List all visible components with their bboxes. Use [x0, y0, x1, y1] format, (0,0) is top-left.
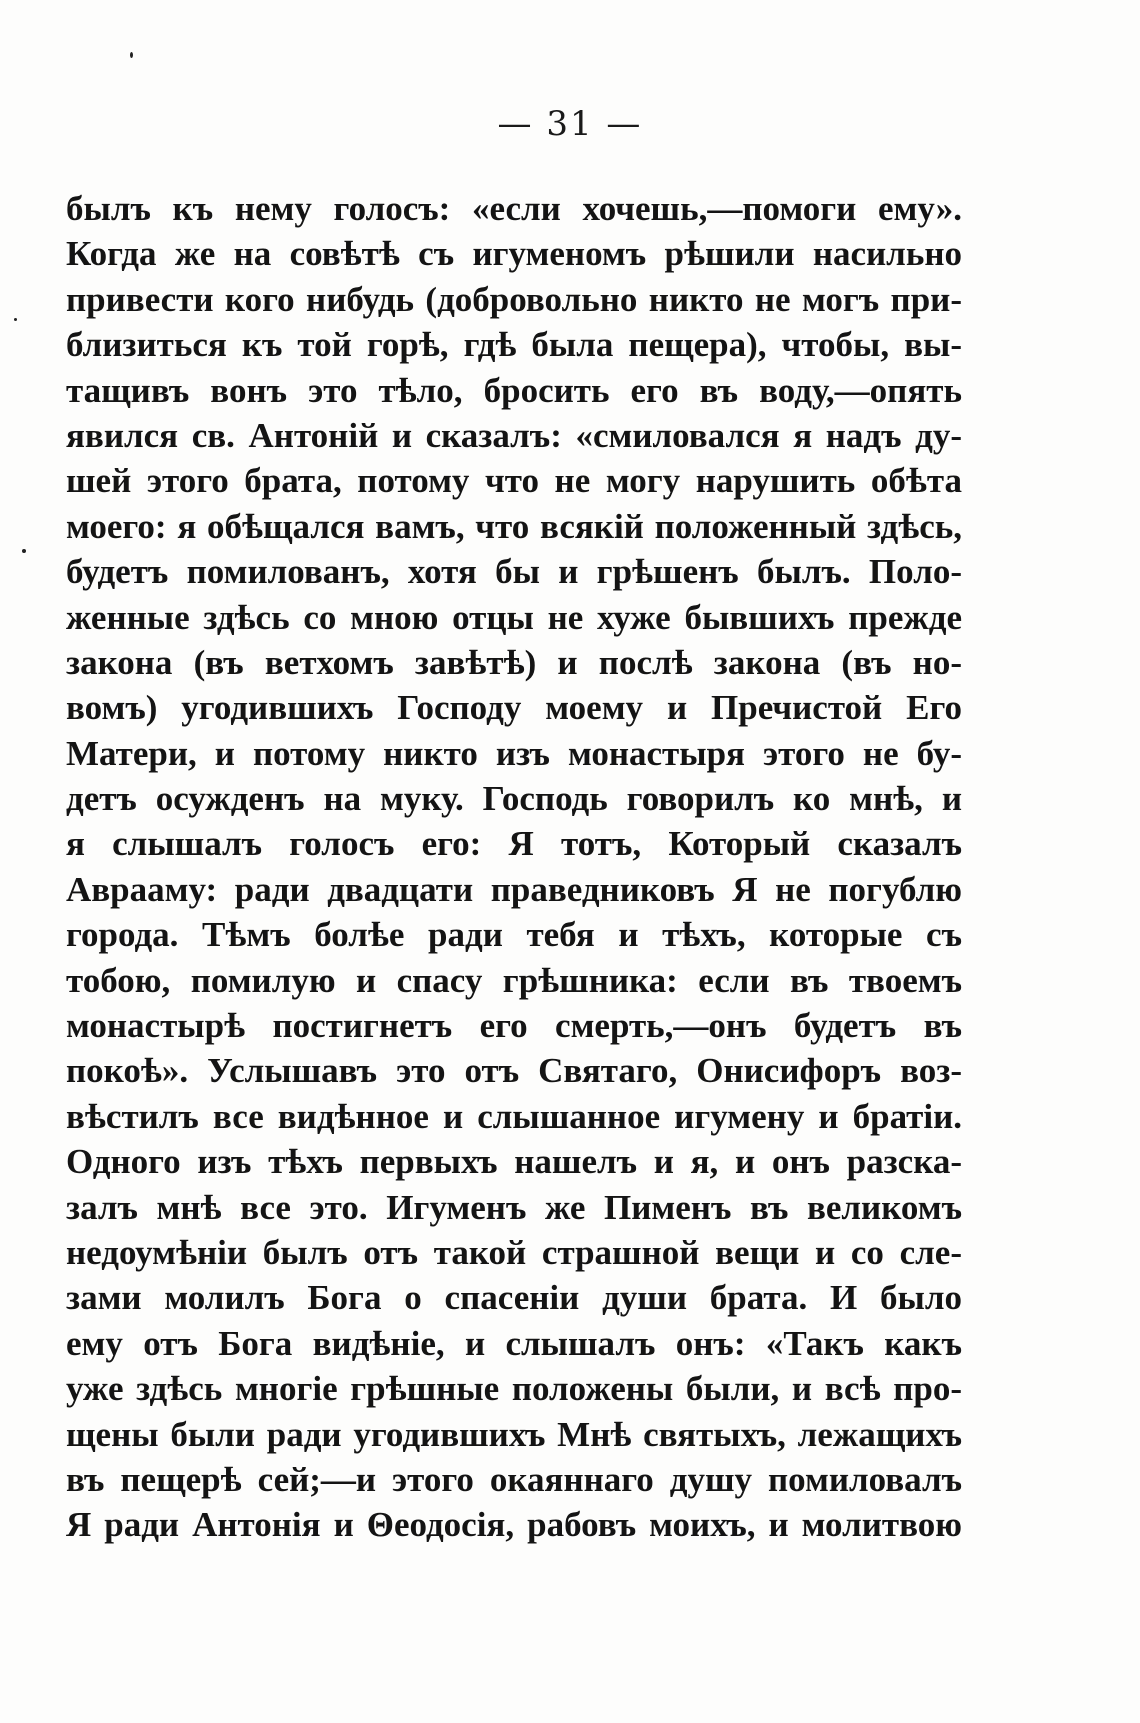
text-line: монастырѣ постигнетъ его смерть,—онъ будетъ въ: [66, 1006, 962, 1046]
text-line: былъ къ нему голосъ: «если хочешь,—помоги ему».: [66, 189, 962, 228]
text-line: привести кого нибудь (добровольно никто не могъ при-: [66, 279, 962, 319]
text-line: детъ осужденъ на муку. Господь говорилъ ко мнѣ, и: [66, 779, 962, 819]
text-line: Я ради Антонія и Θеодосія, рабовъ моихъ, и молитвою: [66, 1505, 962, 1545]
print-speck: [22, 549, 26, 553]
text-line: вомъ) угодившихъ Господу моему и Пречистой Его: [66, 688, 962, 728]
text-line: Когда же на совѣтѣ съ игуменомъ рѣшили насильно: [66, 234, 962, 274]
text-line: въ пещерѣ сей;—и этого окаяннаго душу помиловалъ: [66, 1459, 962, 1499]
text-line: вѣстилъ все видѣнное и слышанное игумену и братіи.: [66, 1096, 962, 1136]
text-line: закона (въ ветхомъ завѣтѣ) и послѣ закона (въ но-: [66, 642, 962, 682]
text-line: Матери, и потому никто изъ монастыря этого не бу-: [66, 733, 962, 773]
text-line: женные здѣсь со мною отцы не хуже бывшихъ прежде: [66, 597, 962, 637]
text-line: близиться къ той горѣ, гдѣ была пещера), чтобы, вы-: [66, 325, 962, 365]
text-line: недоумѣніи былъ отъ такой страшной вещи и со сле-: [66, 1232, 962, 1272]
text-line: будетъ помилованъ, хотя бы и грѣшенъ былъ. Поло-: [66, 552, 962, 592]
text-line: шей этого брата, потому что не могу нарушить обѣта: [66, 461, 962, 501]
text-line: залъ мнѣ все это. Игуменъ же Пименъ въ великомъ: [66, 1187, 962, 1227]
text-line: уже здѣсь многіе грѣшные положены были, и всѣ про-: [66, 1369, 962, 1409]
text-line: тобою, помилую и спасу грѣшника: если въ твоемъ: [66, 960, 962, 1000]
text-line: Одного изъ тѣхъ первыхъ нашелъ и я, и онъ разска-: [66, 1142, 962, 1182]
text-line: моего: я обѣщался вамъ, что всякій положенный здѣсь,: [66, 506, 962, 546]
text-line: Аврааму: ради двадцати праведниковъ Я не погублю: [66, 869, 962, 909]
text-line: покоѣ». Услышавъ это отъ Святаго, Онисифоръ воз-: [66, 1051, 962, 1091]
text-line: тащивъ вонъ это тѣло, бросить его въ воду,—опять: [66, 370, 962, 410]
print-speck: [130, 52, 133, 58]
text-line: ему отъ Бога видѣніе, и слышалъ онъ: «Такъ какъ: [66, 1323, 962, 1363]
text-line: явился св. Антоній и сказалъ: «смиловался я надъ ду-: [66, 415, 962, 455]
text-line: щены были ради угодившихъ Мнѣ святыхъ, лежащихъ: [66, 1414, 962, 1454]
body-text: [66, 186, 962, 1548]
text-line: зами молилъ Бога о спасеніи души брата. И было: [66, 1278, 962, 1318]
page-number: — 31 —: [497, 104, 643, 144]
text-line: города. Тѣмъ болѣе ради тебя и тѣхъ, которые съ: [66, 915, 962, 955]
text-line: я слышалъ голосъ его: Я тотъ, Который сказалъ: [66, 824, 962, 864]
print-speck: [14, 318, 17, 321]
